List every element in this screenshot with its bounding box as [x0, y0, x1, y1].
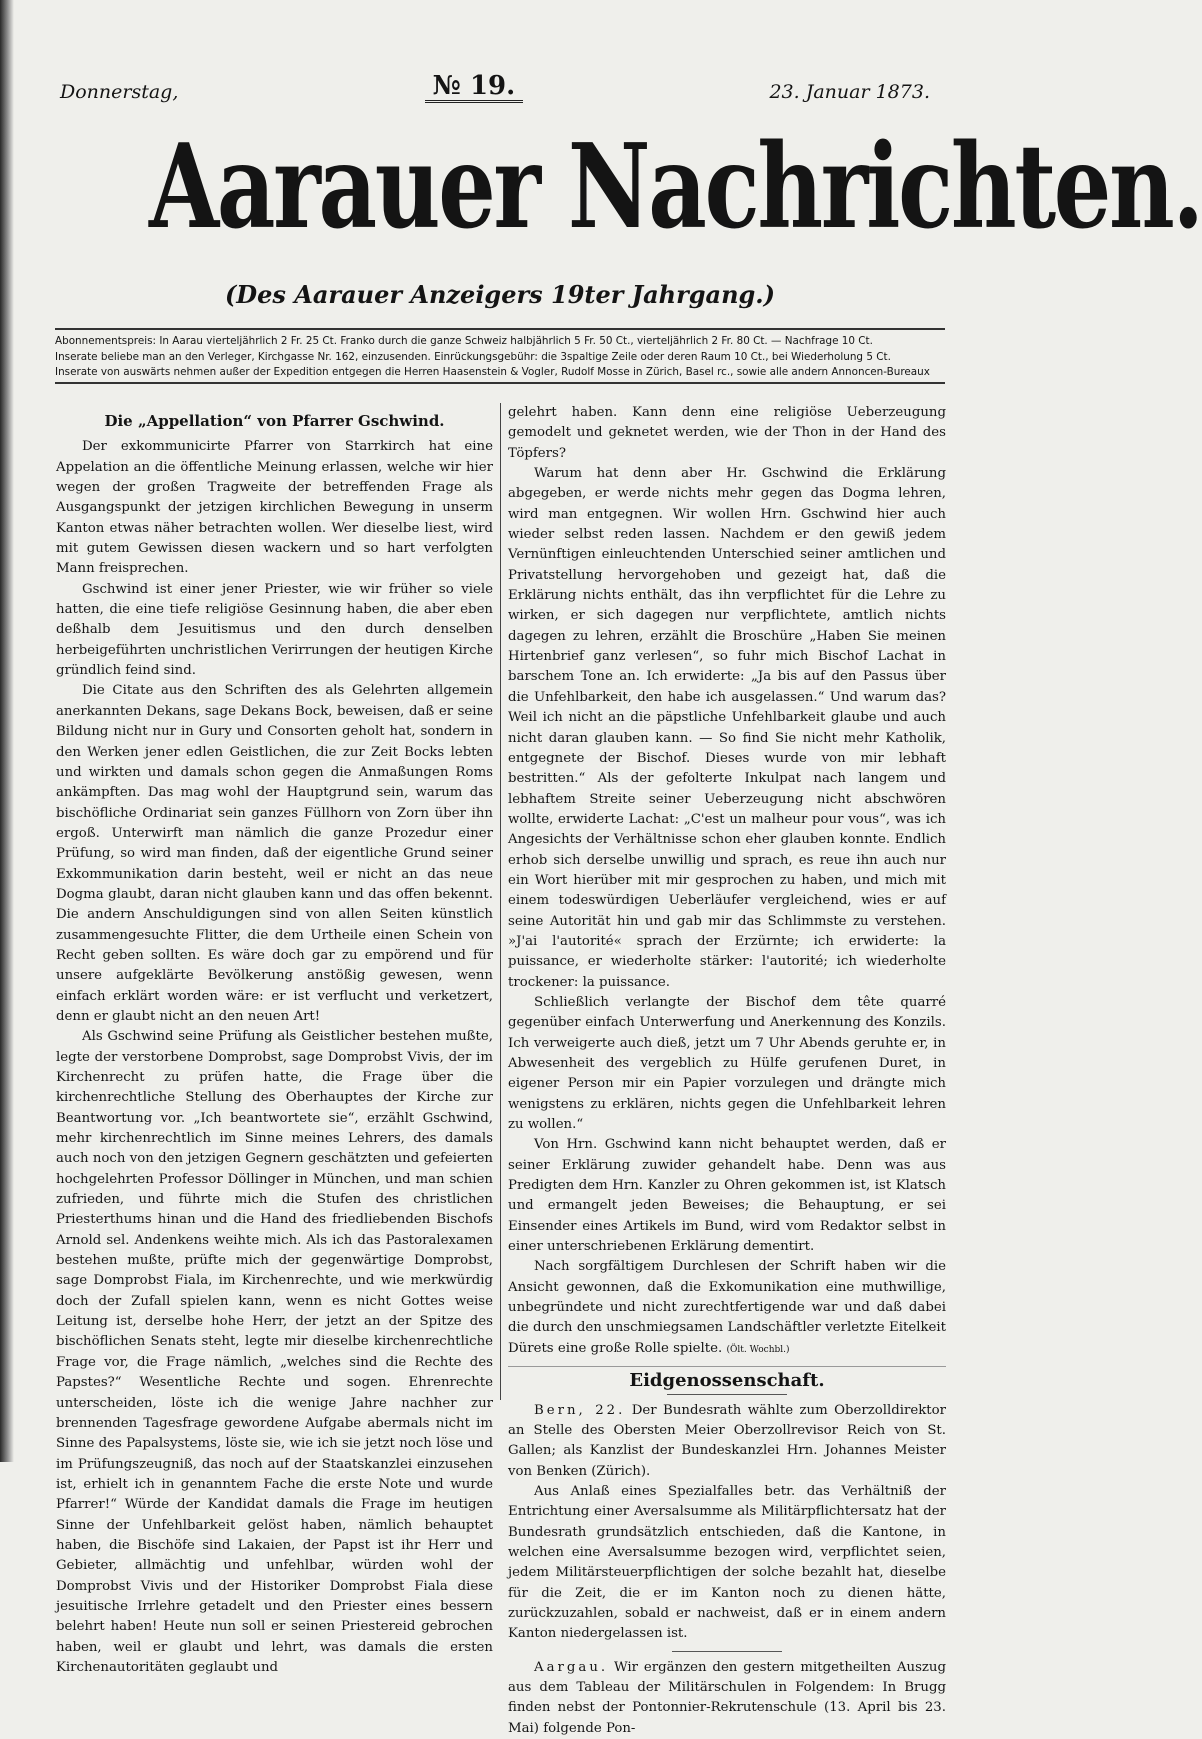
article-paragraph: gelehrt haben. Kann denn eine religiöse Ueberzeugung gemodelt und geknetet werden, wie der Thon in der Hand des Töpfers? [508, 405, 946, 461]
article-paragraph: Schließlich verlangte der Bischof dem tête quarré gegenüber einfach Unterwerfung und Anerkennung des Konzils. Ich verweigerte auch dieß, jetzt um 7 Uhr Abends geruhte er, in Abwesenheit des vergeblich zu Hülfe gerufenen Duret, in eigener Person mir ein Papier vorzulegen und drängte mich wenigstens zu erklären, nichts gegen die Unfehlbarkeit lehren zu wollen.“ [508, 994, 946, 1133]
issue-number: № 19. [425, 72, 524, 103]
column-divider [500, 403, 501, 1400]
notice-line: Abonnementspreis: In Aarau vierteljährlich 2 Fr. 25 Ct. Franko durch die ganze Schweiz halbjährlich 5 Fr. 50 Ct., vierteljährlich 2 Fr. 80 Ct. — Nachfrage 10 Ct. [55, 335, 873, 347]
section-title: Eidgenossenschaft. [508, 1366, 946, 1391]
news-text: Der Bundesrath wählte zum Oberzolldirektor an Stelle des Obersten Meier Oberzollrevisor Reich von St. Gallen; als Kanzlist der Bundeskanzlei Hrn. Johannes Meister von Benken (Zürich). [508, 1402, 946, 1479]
news-paragraph [508, 1401, 946, 1482]
news-text: Wir ergänzen den gestern mitgetheilten Auszug aus dem Tableau der Militärschulen in Folgendem: In Brugg finden nebst der Pontonnier-Rekrutenschule (13. April bis 23. Mai) folgende Pon- [508, 1659, 947, 1736]
article-paragraph: Von Hrn. Gschwind kann nicht behauptet werden, daß er seiner Erklärung zuwider gehandelt habe. Denn was aus Predigten dem Hrn. Kanzler zu Ohren gekommen ist, ist Klatsch und ermangelt jeden Beweises; die Behauptung, er sei Einsender eines Artikels im Bund, wird vom Redaktor selbst in einer unterschriebenen Erklärung dementirt. [508, 1137, 946, 1255]
subscription-notice [55, 328, 945, 384]
article-paragraph-text: Nach sorgfältigem Durchlesen der Schrift haben wir die Ansicht gewonnen, daß die Exkomunikation eine muthwillige, unbegründete und nicht zurechtfertigende war und daß dabei die durch den unschmiegsamen Landschäftler verletzte Eitelkeit Dürets eine große Rolle spielte. [508, 1259, 946, 1356]
article-headline: Die „Appellation“ von Pfarrer Gschwind. [104, 412, 445, 430]
article-paragraph: Warum hat denn aber Hr. Gschwind die Erklärung abgegeben, er werde nichts mehr gegen das Dogma lehren, wird man entgegnen. Wir wollen Hrn. Gschwind hier auch wieder selbst reden lassen. Nachdem er den gewiß jedem Vernünftigen einleuchtenden Unterschied seiner amtlichen und Privatstellung hervorgehoben und gezeigt hat, daß die Erklärung nichts enthält, das ihn verpflichtet für die Lehre zu wirken, er sich dagegen nur verpflichtete, amtlich nichts dagegen zu lehren, erzählt die Broschüre „Haben Sie meinen Hirtenbrief ganz verlesen“, so fuhr mich Bischof Lachat in barschem Tone an. Ich erwiderte: „Ja bis auf den Passus über die Unfehlbarkeit, den habe ich ausgelassen.“ Und warum das? Weil ich nicht an die päpstliche Unfehlbarkeit glaube und auch nicht daran glauben kann. — So find Sie nicht mehr Katholik, entgegnete der Bischof. Dieses wurde von mir lebhaft bestritten.“ Als der gefolterte Inkulpat nach langem und lebhaftem Streite seiner Ueberzeugung nicht abschwören wollte, erwiderte Lachat: „C'est un malheur pour vous“, was ich Angesichts der Verhältnisse schon eher glauben konnte. Endlich erhob sich derselbe unwillig und sprach, es reue ihn auch nur ein Wort hierüber mit mir gesprochen zu haben, und mich mit einem todeswürdigen Ueberläufer vergleichend, wies er auf seine Autorität hin und gab mir das Schlimmste zu verstehen. »J'ai l'autorité« sprach der Erzürnte; ich erwiderte: la puissance, er wiederholte stärker: l'autorité; ich wiederholte trockener: la puissance. [508, 466, 946, 990]
dateline [60, 72, 930, 103]
news-text: Aus Anlaß eines Spezialfalles betr. das Verhältniß der Entrichtung einer Aversalsumme als Militärpflichtersatz hat der Bundesrath grundsätzlich entschieden, daß die Kantone, in welchen eine Aversalsumme bezogen wird, verpflichtet seien, jedem Militärsteuerpflichtigen der solche bezahlt hat, dieselbe für die Zeit, die er im Kanton noch zu dienen hätte, zurückzuzahlen, sobald er nachweist, daß er in einem andern Kanton niedergelassen ist. [508, 1483, 946, 1642]
notice-line: Inserate beliebe man an den Verleger, Kirchgasse Nr. 162, einzusenden. Einrückungsgebühr: die 3spaltige Zeile oder deren Raum 10 Ct., bei Wiederholung 5 Ct. [55, 350, 891, 363]
article-paragraph: Als Gschwind seine Prüfung als Geistlicher bestehen mußte, legte der verstorbene Domprobst, sage Domprobst Vivis, der im Kirchenrecht zu prüfen hatte, die Frage über die kirchenrechtliche Stellung des Oberhauptes der Kirche zur Beantwortung vor. „Ich beantwortete sie“, erzählt Gschwind, mehr kirchenrechtlich im Sinne meines Lehrers, des damals auch noch von den jetzigen Gegnern geschätzten und gefeierten hochgelehrten Professor Döllinger in München, und man schien zufrieden, und führte mich die Stufen des christlichen Priesterthums hinan und die Hand des friedliebenden Bischofs Arnold sel. Andenkens weihte mich. Als ich das Pastoralexamen bestehen mußte, prüfte mich der gegenwärtige Domprobst, sage Domprobst Fiala, im Kirchenrechte, und wie merkwürdig doch der Zufall spielen kann, wenn es nicht Gottes weise Leitung ist, derselbe hohe Herr, der jetzt an der Spitze des bischöflichen Senats steht, legte mir dieselbe kirchenrechtliche Frage vor, die Frage nämlich, „welches sind die Rechte des Papstes?“ Wesentliche Rechte und sogen. Ehrenrechte unterscheiden, löste ich die wenige Jahre nachher zur brennenden Tagesfrage gewordene Aufgabe abermals nicht im Sinne des Papalsystems, löste sie, wie ich sie jetzt noch löse und im Prüfungszeugniß, das noch auf der Staatskanzlei einzusehen ist, erhielt ich in genanntem Fache die erste Note und wurde Pfarrer!“ Würde der Kandidat damals die Frage im heutigen Sinne der Unfehlbarkeit gelöst haben, nämlich behauptet haben, die Bischöfe sind Lakaien, der Papst ist ihr Herr und Gebieter, allmächtig und unfehlbar, würden wohl der Domprobst Vivis und der Historiker Domprobst Fiala diese jesuitische Irrlehre getadelt und den Priester eines bessern belehrt haben! Heute nun soll er seinen Priestereid gebrochen haben, weil er glaubt und lehrt, was damals die ersten Kirchenautoritäten geglaubt und [56, 1029, 493, 1675]
article-paragraph: Die Citate aus den Schriften des als Gelehrten allgemein anerkannten Dekans, sage Dekans Bock, beweisen, daß er seine Bildung nicht nur in Gury und Consorten geholt hat, sondern in den Werken jener edlen Geistlichen, die zur Zeit Bocks lebten und wirkten und damals schon gegen die Anmaßungen Roms ankämpften. Das mag wohl der Hauptgrund sein, warum das bischöfliche Ordinariat sein ganzes Füllhorn von Zorn über ihn ergoß. Unterwirft man nämlich die ganze Prozedur einer Prüfung, so wird man finden, daß der eigentliche Grund seiner Exkommunikation darin besteht, weil er nicht an das neue Dogma glaubt, daran nicht glauben kann und das offen bekennt. Die andern Anschuldigungen sind von allen Seiten künstlich zusammengesuchte Flitter, die dem Urtheile einen Schein von Recht geben sollten. Es wäre doch gar zu empörend und für unsere aufgeklärte Bevölkerung anstößig gewesen, wenn einfach erklärt worden wäre: er ist verflucht und verketzert, denn er glaubt nicht an den neuen Art! [56, 683, 493, 1024]
masthead-title: Aarauer Nachrichten. [149, 119, 1202, 255]
page-edge-shadow [0, 0, 14, 1462]
weekday: Donnerstag, [60, 81, 179, 103]
news-paragraph [508, 1482, 946, 1645]
issue-date: 23. Januar 1873. [769, 81, 930, 103]
column-right [508, 403, 947, 1736]
news-place: Bern, 22. [534, 1402, 626, 1418]
masthead-subtitle: (Des Aarauer Anzeigers 19ter Jahrgang.) [224, 280, 776, 309]
article-paragraph [508, 1257, 946, 1360]
column-left [56, 403, 493, 1675]
article-paragraph: Der exkommunicirte Pfarrer von Starrkirch hat eine Appelation an die öffentliche Meinung erlassen, welche wir hier wegen der großen Tragweite der betreffenden Frage als Ausgangspunkt der jetzigen kirchlichen Bewegung in unserm Kanton etwas näher betrachten wollen. Wer dieselbe liest, wird mit gutem Gewissen diesen wackern und so hart verfolgten Mann freisprechen. [56, 439, 493, 577]
news-place: Aargau. [534, 1659, 609, 1675]
article-paragraph: Gschwind ist einer jener Priester, wie wir früher so viele hatten, die eine tiefe religiöse Gesinnung haben, die aber eben deßhalb dem Jesuitismus und den durch denselben herbeigeführten unchristlichen Verirrungen der heutigen Kirche gründlich feind sind. [56, 581, 493, 679]
news-paragraph [508, 1658, 946, 1739]
section-rule [667, 1394, 787, 1395]
separator-rule [672, 1651, 782, 1652]
article-source: (Ölt. Wochbl.) [726, 1344, 790, 1355]
notice-line: Inserate von auswärts nehmen außer der Expedition entgegen die Herren Haasenstein & Vogler, Rudolf Mosse in Zürich, Basel rc., sowie alle andern Annoncen-Bureaux [55, 366, 930, 378]
